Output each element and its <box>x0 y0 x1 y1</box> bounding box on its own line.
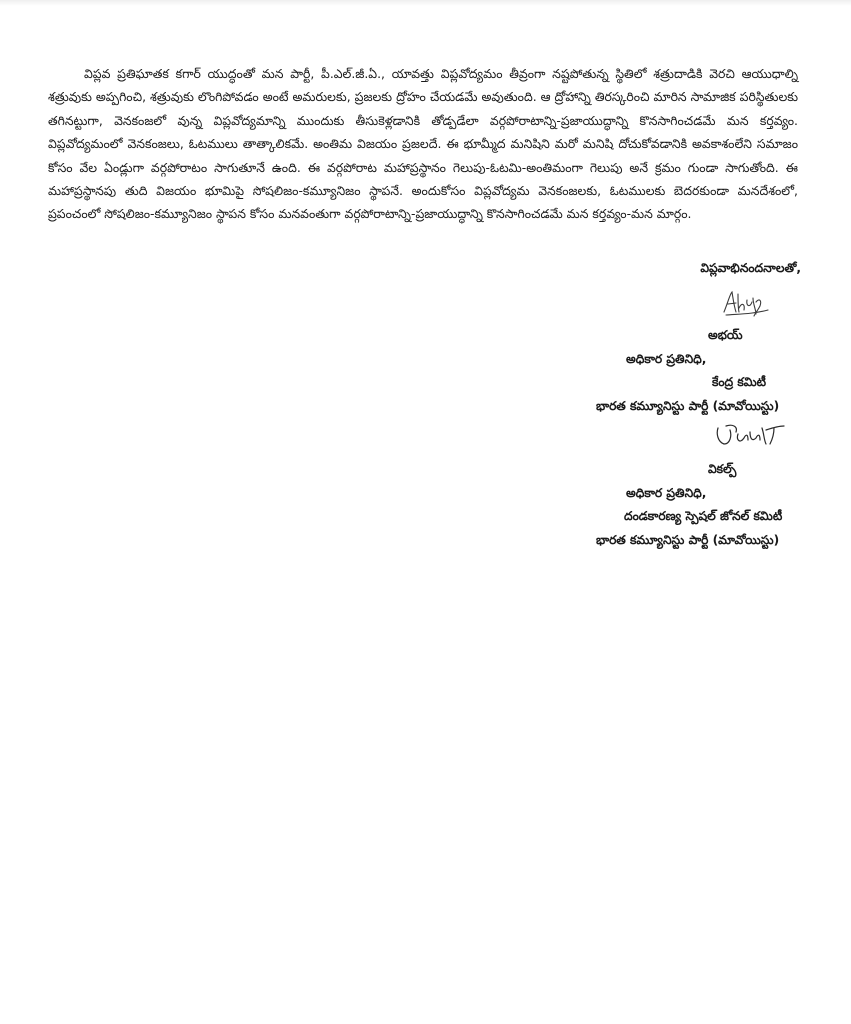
top-edge-shade <box>0 0 851 6</box>
signatory-2-committee: దండకారణ్య స్పెషల్ జోనల్ కమిటీ <box>624 509 783 524</box>
signatory-block-2 <box>596 458 782 552</box>
signature-vikalp <box>712 420 788 450</box>
signature-abhay <box>720 288 776 318</box>
signatory-2-party: భారత కమ్యూనిస్టు పార్టీ (మావోయిస్టు) <box>596 532 780 547</box>
signatory-1-party: భారత కమ్యూనిస్టు పార్టీ (మావోయిస్టు) <box>596 398 780 413</box>
signatory-1-name: అభయ్ <box>708 328 743 342</box>
signatory-2-name: వికల్ప్ <box>708 462 737 476</box>
body-paragraph: విప్లవ ప్రతిఘాతక కగార్ యుద్ధంతో మన పార్టీ, పీ.ఎల్.జీ.ఏ., యావత్తు విప్లవోద్యమం తీవ్రంగా నష్టపోతున్న స్థితిలో శత్రుదాడికి వెరచి ఆయుధాల్ని శత్రువుకు అప్పగించి, శత్రువుకు లొంగిపోవడం అంటే అమరులకు, ప్రజలకు ద్రోహం చేయడమే అవుతుంది. ఆ ద్రోహాన్ని తిరస్కరించి మారిన సామాజిక పరిస్థితులకు తగినట్టుగా, వెనకంజలో వున్న విప్లవోద్యమాన్ని ముందుకు తీసుకెళ్లడానికి తోడ్పడేలా వర్గపోరాటాన్ని-ప్రజాయుద్ధాన్ని కొనసాగించడమే మన కర్తవ్యం. విప్లవోద్యమంలో వెనకంజలు, ఓటములు తాత్కాలికమే. అంతిమ విజయం ప్రజలదే. ఈ భూమ్మీద మనిషిని మరో మనిషి దోచుకోవడానికి అవకాశంలేని సమాజం కోసం వేల ఏండ్లుగా వర్గపోరాటం సాగుతూనే ఉంది. ఈ వర్గపోరాట మహాప్రస్థానం గెలుపు-ఓటమి-అంతిమంగా గెలుపు అనే క్రమం గుండా సాగుతోంది. ఈ మహాప్రస్థానపు తుది విజయం భూమిపై సోషలిజం-కమ్యూనిజం స్థాపనే. అందుకోసం విప్లవోద్యమ వెనకంజలకు, ఓటములకు బెదరకుండా మనదేశంలో, ప్రపంచంలో సోషలిజం-కమ్యూనిజం స్థాపన కోసం మనవంతుగా వర్గపోరాటాన్ని-ప్రజాయుద్ధాన్ని కొనసాగించడమే మన కర్తవ్యం-మన మార్గం. <box>48 66 798 222</box>
closing-salutation: విప్లవాభినందనాలతో, <box>700 261 801 275</box>
signatory-2-designation: అధికార ప్రతినిధి, <box>626 485 707 500</box>
signatory-1-designation: అధికార ప్రతినిధి, <box>626 351 707 366</box>
signatory-1-committee: కేంద్ర కమిటీ <box>712 375 767 390</box>
signatory-block-1 <box>596 324 779 418</box>
